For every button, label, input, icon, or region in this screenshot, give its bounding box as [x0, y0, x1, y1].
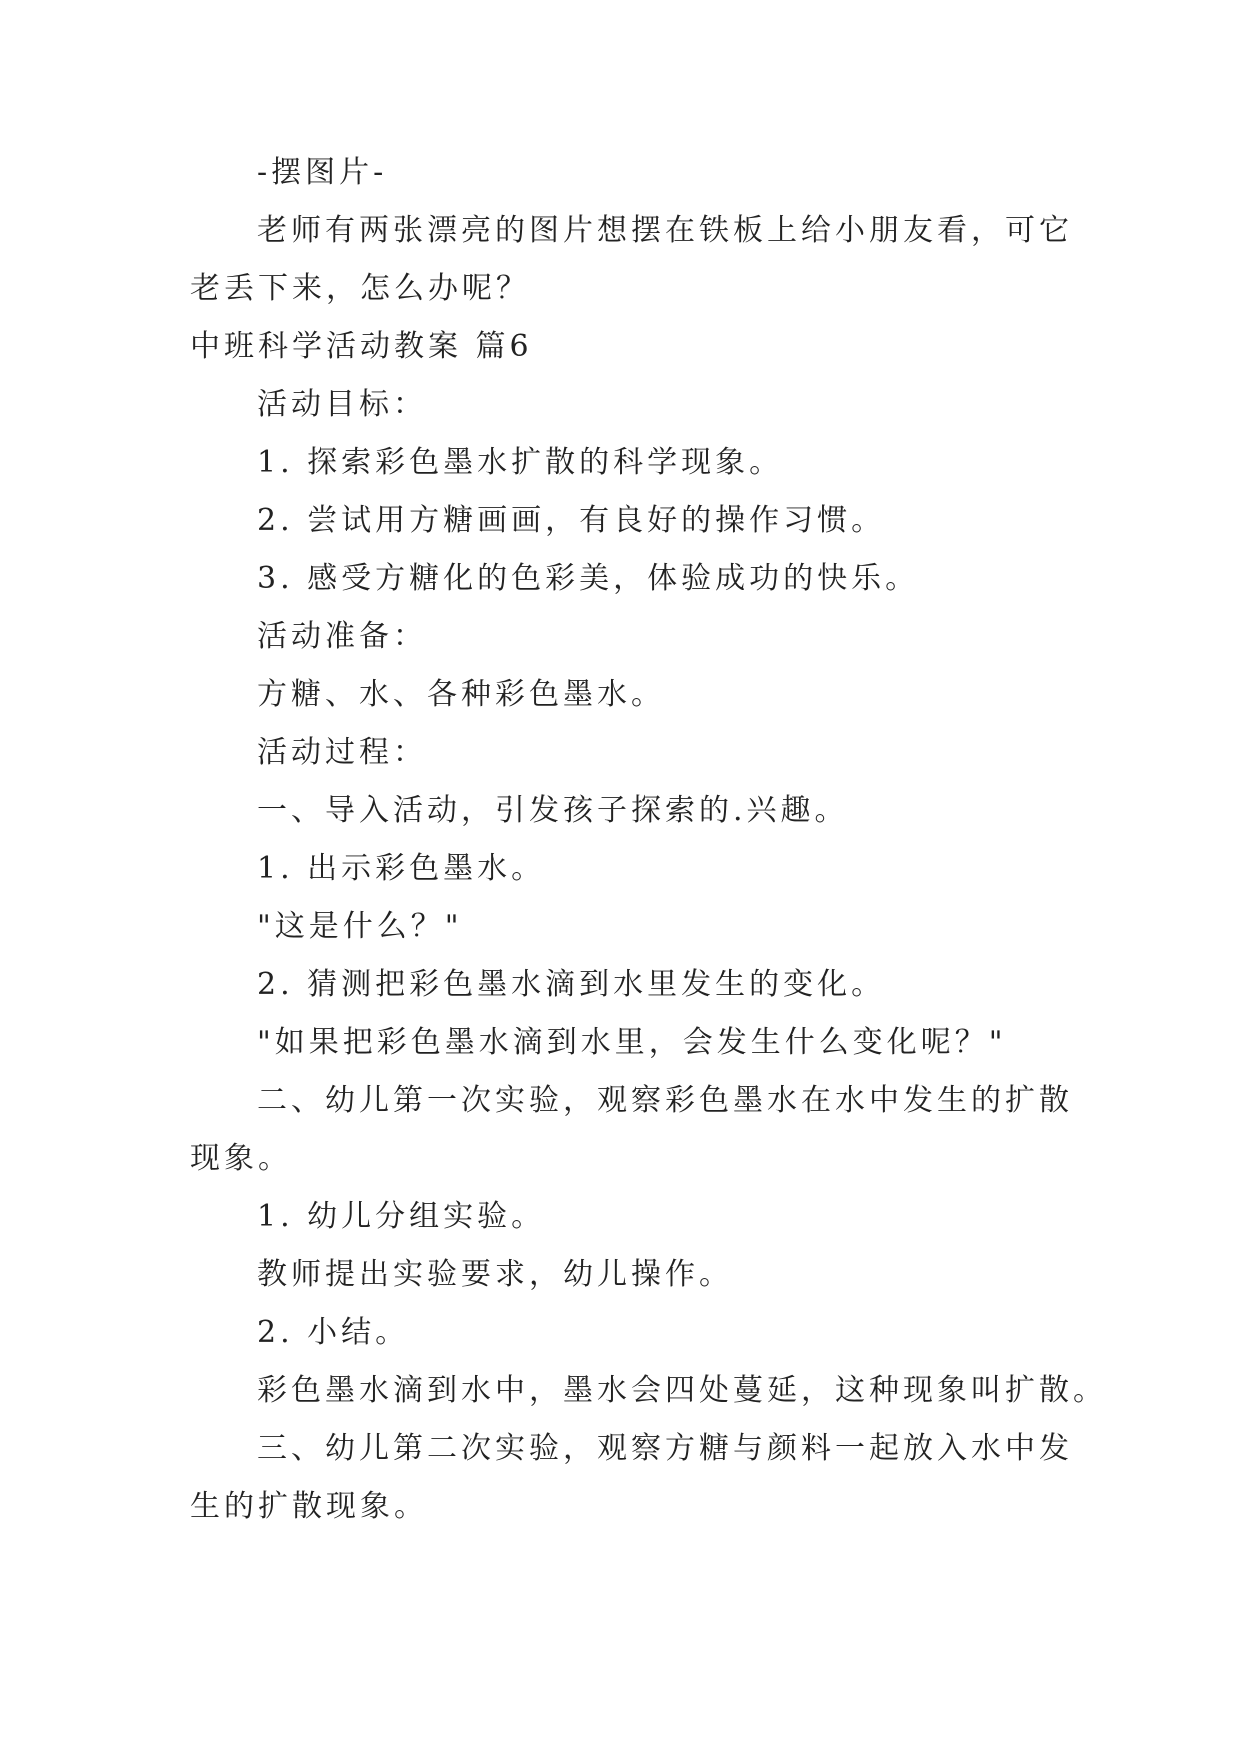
- paragraph-line: 老师有两张漂亮的图片想摆在铁板上给小朋友看，可它: [257, 213, 1073, 248]
- section-heading-preparation: 活动准备：: [257, 619, 427, 654]
- list-item: 2. 尝试用方糖画画，有良好的操作习惯。: [257, 503, 886, 538]
- step-heading: 二、幼儿第一次实验，观察彩色墨水在水中发生的扩散: [257, 1083, 1073, 1118]
- lesson-title: 中班科学活动教案 篇6: [190, 329, 533, 364]
- section-heading-process: 活动过程：: [257, 735, 427, 770]
- paragraph-line: 现象。: [190, 1141, 292, 1176]
- section-heading-goals: 活动目标：: [257, 387, 427, 422]
- list-item: 2. 小结。: [257, 1315, 410, 1350]
- list-item: 1. 出示彩色墨水。: [257, 851, 546, 886]
- quote-line: "这是什么？": [257, 909, 463, 944]
- step-heading: 三、幼儿第二次实验，观察方糖与颜料一起放入水中发: [257, 1431, 1073, 1466]
- paragraph-line: 彩色墨水滴到水中，墨水会四处蔓延，这种现象叫扩散。: [257, 1373, 1107, 1408]
- section-heading-arrange-pictures: -摆图片-: [257, 155, 388, 190]
- quote-line: "如果把彩色墨水滴到水里，会发生什么变化呢？": [257, 1025, 1007, 1060]
- list-item: 3. 感受方糖化的色彩美，体验成功的快乐。: [257, 561, 920, 596]
- paragraph-line: 方糖、水、各种彩色墨水。: [257, 677, 665, 712]
- step-heading: 一、导入活动，引发孩子探索的.兴趣。: [257, 793, 849, 828]
- list-item: 1. 幼儿分组实验。: [257, 1199, 546, 1234]
- paragraph-line: 教师提出实验要求，幼儿操作。: [257, 1257, 733, 1292]
- paragraph-line: 生的扩散现象。: [190, 1489, 428, 1524]
- list-item: 2. 猜测把彩色墨水滴到水里发生的变化。: [257, 967, 886, 1002]
- paragraph-line: 老丢下来，怎么办呢？: [190, 271, 530, 306]
- list-item: 1. 探索彩色墨水扩散的科学现象。: [257, 445, 784, 480]
